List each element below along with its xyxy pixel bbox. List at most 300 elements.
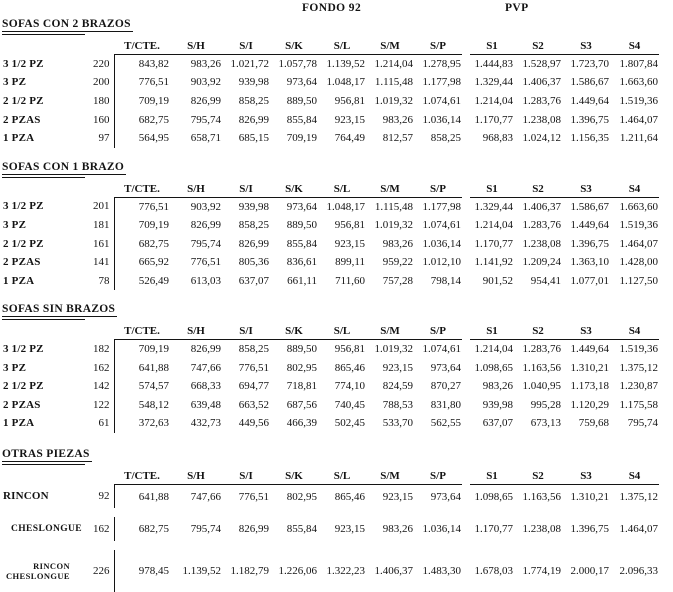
- price-cell: 1.115,48: [374, 76, 413, 89]
- group-gap-cell: [462, 253, 470, 272]
- group-gap-cell: [462, 550, 470, 592]
- price-cell: 1.163,56: [522, 361, 561, 374]
- row-label: 1 PZA: [3, 417, 35, 430]
- price-cell: 574,57: [114, 377, 170, 396]
- price-cell: 1.528,97: [522, 58, 561, 71]
- price-cell: 747,66: [190, 490, 221, 503]
- price-cell: 923,15: [382, 361, 413, 374]
- row-size: 220: [93, 57, 110, 70]
- column-header-s3: S3: [562, 321, 610, 340]
- price-cell: 956,81: [334, 343, 365, 356]
- price-cell: 1.012,10: [422, 256, 461, 269]
- price-cell: 1.238,08: [522, 523, 561, 536]
- group-gap-cell: [462, 377, 470, 396]
- section-title-double-rule: [2, 464, 85, 465]
- price-cell: 903,92: [190, 200, 221, 213]
- row-size: 141: [93, 256, 110, 269]
- price-cell: 802,95: [286, 490, 317, 503]
- column-header-s-h: S/H: [170, 466, 222, 485]
- price-cell: 1.175,58: [619, 398, 658, 411]
- price-cell: 1.177,98: [422, 200, 461, 213]
- price-cell: 1.139,52: [182, 565, 221, 578]
- column-header-s-p: S/P: [414, 466, 462, 485]
- price-cell: 812,57: [382, 132, 413, 145]
- section-sofas-con-2-brazos: [2, 18, 673, 148]
- column-header-s-i: S/I: [222, 179, 270, 198]
- price-cell: 973,64: [286, 200, 317, 213]
- row-size: 180: [93, 95, 110, 108]
- price-cell: 1.310,21: [570, 361, 609, 374]
- section-title-double-rule: [2, 177, 85, 178]
- price-cell: 1.170,77: [474, 113, 513, 126]
- row-size: 142: [93, 380, 110, 393]
- price-cell: 687,56: [286, 398, 317, 411]
- price-cell: 843,82: [114, 55, 170, 74]
- row-label: 2 PZAS: [3, 398, 41, 411]
- price-cell: 1.230,87: [619, 380, 658, 393]
- column-header-s1: S1: [470, 321, 514, 340]
- price-cell: 889,50: [286, 95, 317, 108]
- row-label: 3 PZ: [3, 361, 27, 374]
- price-cell: 923,15: [334, 113, 365, 126]
- price-cell: 795,74: [190, 113, 221, 126]
- price-cell: 1.519,36: [619, 219, 658, 232]
- price-table: [2, 321, 659, 433]
- table-row: [2, 253, 659, 272]
- price-cell: 978,45: [114, 550, 170, 592]
- price-cell: 1.663,60: [619, 76, 658, 89]
- price-cell: 983,26: [482, 380, 513, 393]
- price-cell: 1.449,64: [570, 219, 609, 232]
- price-cell: 1.449,64: [570, 95, 609, 108]
- price-cell: 1.170,77: [474, 237, 513, 250]
- price-cell: 637,07: [238, 274, 269, 287]
- header-spacer-size: [72, 466, 114, 485]
- group-gap-cell: [462, 272, 470, 291]
- row-size: 201: [93, 200, 110, 213]
- row-label-line: RINCON: [33, 561, 70, 572]
- price-cell: 824,59: [382, 380, 413, 393]
- price-cell: 776,51: [238, 490, 269, 503]
- column-header-s4: S4: [610, 179, 659, 198]
- price-cell: 682,75: [114, 110, 170, 129]
- group-gap-cell: [462, 340, 470, 359]
- price-cell: 1.406,37: [374, 565, 413, 578]
- price-cell: 1.406,37: [522, 200, 561, 213]
- price-cell: 855,84: [286, 523, 317, 536]
- row-size: 162: [93, 523, 110, 536]
- price-cell: 1.019,32: [374, 95, 413, 108]
- header-spacer-label: [2, 36, 72, 55]
- price-cell: 795,74: [190, 237, 221, 250]
- price-cell: 682,75: [114, 234, 170, 253]
- price-cell: 637,07: [482, 417, 513, 430]
- price-cell: 939,98: [482, 398, 513, 411]
- column-header-s4: S4: [610, 36, 659, 55]
- price-cell: 826,99: [190, 95, 221, 108]
- price-cell: 973,64: [286, 76, 317, 89]
- group-gap-cell: [462, 414, 470, 433]
- row-label: 2 1/2 PZ: [3, 95, 44, 108]
- price-cell: 449,56: [238, 417, 269, 430]
- row-size: 61: [98, 417, 110, 430]
- column-header-s-h: S/H: [170, 179, 222, 198]
- column-header-row: [2, 466, 659, 485]
- column-header-s-m: S/M: [366, 321, 414, 340]
- price-cell: 1.077,01: [570, 274, 609, 287]
- price-cell: 1.278,95: [422, 58, 461, 71]
- price-cell: 855,84: [286, 237, 317, 250]
- column-header-t-cte: T/CTE.: [114, 36, 170, 55]
- section-title: [2, 18, 673, 35]
- table-row: [2, 517, 659, 541]
- price-cell: 1.375,12: [619, 490, 658, 503]
- section-title-text: SOFAS CON 2 BRAZOS: [2, 18, 131, 30]
- price-cell: 1.074,61: [422, 95, 461, 108]
- price-cell: 613,03: [190, 274, 221, 287]
- price-cell: 764,49: [334, 132, 365, 145]
- column-header-s-k: S/K: [270, 36, 318, 55]
- price-cell: 673,13: [530, 417, 561, 430]
- price-cell: 1.396,75: [570, 237, 609, 250]
- price-cell: 1.048,17: [326, 76, 365, 89]
- price-table: [2, 36, 659, 148]
- column-header-s3: S3: [562, 179, 610, 198]
- price-cell: 776,51: [114, 73, 170, 92]
- row-size: 97: [98, 132, 110, 145]
- price-cell: 1.464,07: [619, 113, 658, 126]
- section-sofas-con-1-brazo: [2, 161, 673, 291]
- price-cell: 831,80: [430, 398, 461, 411]
- table-row: [2, 197, 659, 216]
- column-header-s1: S1: [470, 466, 514, 485]
- table-row: [2, 73, 659, 92]
- section-sofas-sin-brazos: [2, 303, 673, 433]
- header-spacer-label: [2, 179, 72, 198]
- column-header-s3: S3: [562, 36, 610, 55]
- row-size: 160: [93, 113, 110, 126]
- price-cell: 889,50: [286, 343, 317, 356]
- header-spacer-size: [72, 321, 114, 340]
- group-gap-cell: [462, 73, 470, 92]
- column-header-s-p: S/P: [414, 179, 462, 198]
- price-cell: 826,99: [190, 219, 221, 232]
- price-cell: 923,15: [334, 523, 365, 536]
- column-header-s-i: S/I: [222, 466, 270, 485]
- price-cell: 968,83: [482, 132, 513, 145]
- table-row: [2, 414, 659, 433]
- group-gap-cell: [462, 110, 470, 129]
- price-cell: 432,73: [190, 417, 221, 430]
- price-cell: 923,15: [334, 237, 365, 250]
- price-cell: 502,45: [334, 417, 365, 430]
- price-cell: 865,46: [334, 490, 365, 503]
- price-cell: 858,25: [430, 132, 461, 145]
- row-label: 2 PZAS: [3, 256, 41, 269]
- price-cell: 641,88: [114, 358, 170, 377]
- row-label: 2 1/2 PZ: [3, 380, 44, 393]
- price-cell: 899,11: [335, 256, 365, 269]
- price-cell: 1.283,76: [522, 343, 561, 356]
- price-cell: 2.000,17: [570, 565, 609, 578]
- column-header-s1: S1: [470, 36, 514, 55]
- row-label: 3 PZ: [3, 76, 27, 89]
- price-cell: 1.021,72: [230, 58, 269, 71]
- price-cell: 889,50: [286, 219, 317, 232]
- row-label: [2, 550, 72, 592]
- price-cell: 973,64: [430, 361, 461, 374]
- price-cell: 668,33: [190, 380, 221, 393]
- group-gap-cell: [462, 92, 470, 111]
- price-cell: 1.322,23: [326, 565, 365, 578]
- column-header-s2: S2: [514, 466, 562, 485]
- price-cell: 903,92: [190, 76, 221, 89]
- price-cell: 757,28: [382, 274, 413, 287]
- price-cell: 1.036,14: [422, 523, 461, 536]
- column-header-t-cte: T/CTE.: [114, 466, 170, 485]
- price-cell: 995,28: [530, 398, 561, 411]
- price-cell: 1.074,61: [422, 219, 461, 232]
- column-header-s4: S4: [610, 466, 659, 485]
- table-row: [2, 216, 659, 235]
- price-table: [2, 179, 659, 291]
- price-cell: 1.036,14: [422, 237, 461, 250]
- header-group-gap: [462, 466, 470, 485]
- price-cell: 1.170,77: [474, 523, 513, 536]
- section-title-text: OTRAS PIEZAS: [2, 447, 90, 460]
- price-cell: 939,98: [238, 200, 269, 213]
- column-header-s-m: S/M: [366, 466, 414, 485]
- row-label: CHESLONGUE: [11, 524, 83, 535]
- sections-container: [2, 18, 673, 592]
- price-cell: 1.396,75: [570, 523, 609, 536]
- price-cell: 1.283,76: [522, 95, 561, 108]
- price-cell: 718,81: [286, 380, 317, 393]
- price-cell: 1.774,19: [522, 565, 561, 578]
- price-cell: 711,60: [335, 274, 365, 287]
- group-gap-cell: [462, 484, 470, 508]
- table-row: [2, 377, 659, 396]
- column-header-s2: S2: [514, 321, 562, 340]
- header-spacer-size: [72, 179, 114, 198]
- price-cell: 826,99: [190, 343, 221, 356]
- price-cell: 1.177,98: [422, 76, 461, 89]
- price-cell: 826,99: [238, 113, 269, 126]
- column-header-s-k: S/K: [270, 466, 318, 485]
- price-cell: 1.074,61: [422, 343, 461, 356]
- price-cell: 661,11: [287, 274, 317, 287]
- price-cell: 562,55: [430, 417, 461, 430]
- column-header-row: [2, 179, 659, 198]
- price-cell: 858,25: [238, 219, 269, 232]
- price-cell: 1.048,17: [326, 200, 365, 213]
- price-cell: 956,81: [334, 219, 365, 232]
- table-row: [2, 92, 659, 111]
- price-cell: 1.139,52: [326, 58, 365, 71]
- price-cell: 802,95: [286, 361, 317, 374]
- price-cell: 533,70: [382, 417, 413, 430]
- price-cell: 865,46: [334, 361, 365, 374]
- spacer-row: [2, 508, 659, 517]
- price-cell: 826,99: [238, 237, 269, 250]
- price-cell: 1.226,06: [278, 565, 317, 578]
- price-cell: 1.238,08: [522, 113, 561, 126]
- table-row: [2, 396, 659, 415]
- group-gap-cell: [462, 129, 470, 148]
- price-cell: 1.329,44: [474, 76, 513, 89]
- price-cell: 665,92: [114, 253, 170, 272]
- column-header-s2: S2: [514, 179, 562, 198]
- price-cell: 1.464,07: [619, 237, 658, 250]
- price-cell: 1.156,35: [570, 132, 609, 145]
- column-header-s-k: S/K: [270, 179, 318, 198]
- price-cell: 826,99: [238, 523, 269, 536]
- price-cell: 639,48: [190, 398, 221, 411]
- table-row: [2, 272, 659, 291]
- price-cell: 1.283,76: [522, 219, 561, 232]
- price-cell: 1.163,56: [522, 490, 561, 503]
- table-row: [2, 484, 659, 508]
- price-cell: 1.120,29: [570, 398, 609, 411]
- price-cell: 1.211,64: [619, 132, 658, 145]
- price-cell: 858,25: [238, 95, 269, 108]
- price-cell: 1.019,32: [374, 219, 413, 232]
- price-cell: 1.036,14: [422, 113, 461, 126]
- price-cell: 1.586,67: [570, 200, 609, 213]
- price-cell: 564,95: [114, 129, 170, 148]
- price-cell: 1.209,24: [522, 256, 561, 269]
- row-size: 182: [93, 343, 110, 356]
- price-cell: 1.519,36: [619, 343, 658, 356]
- price-cell: 776,51: [190, 256, 221, 269]
- price-cell: 1.098,65: [474, 490, 513, 503]
- header-group-gap: [462, 321, 470, 340]
- column-header-s1: S1: [470, 179, 514, 198]
- section-title-text: SOFAS SIN BRAZOS: [2, 303, 116, 316]
- price-cell: 795,74: [190, 523, 221, 536]
- column-header-s-h: S/H: [170, 36, 222, 55]
- section-title: [2, 303, 673, 320]
- price-cell: 1.406,37: [522, 76, 561, 89]
- column-header-s2: S2: [514, 36, 562, 55]
- price-cell: 1.519,36: [619, 95, 658, 108]
- price-cell: 870,27: [430, 380, 461, 393]
- group-gap-cell: [462, 517, 470, 541]
- table-row: [2, 234, 659, 253]
- column-header-s3: S3: [562, 466, 610, 485]
- group-gap-cell: [462, 358, 470, 377]
- row-size: 78: [98, 274, 110, 287]
- price-cell: 1.483,30: [422, 565, 461, 578]
- price-cell: 959,22: [382, 256, 413, 269]
- table-row: [2, 340, 659, 359]
- price-cell: 526,49: [114, 272, 170, 291]
- price-cell: 983,26: [382, 237, 413, 250]
- price-cell: 1.024,12: [522, 132, 561, 145]
- price-cell: 983,26: [190, 58, 221, 71]
- section-title: [2, 161, 673, 178]
- price-cell: 1.464,07: [619, 523, 658, 536]
- price-cell: 709,19: [286, 132, 317, 145]
- row-label: 1 PZA: [3, 132, 35, 145]
- price-cell: 858,25: [238, 343, 269, 356]
- group-gap-cell: [462, 396, 470, 415]
- price-cell: 1.428,00: [619, 256, 658, 269]
- price-cell: 776,51: [238, 361, 269, 374]
- price-cell: 1.310,21: [570, 490, 609, 503]
- table-row: [2, 358, 659, 377]
- row-label: 1 PZA: [3, 274, 35, 287]
- price-cell: 1.098,65: [474, 361, 513, 374]
- section-title-double-rule: [2, 34, 85, 35]
- price-cell: 747,66: [190, 361, 221, 374]
- row-size: 200: [93, 76, 110, 89]
- price-cell: 1.807,84: [619, 58, 658, 71]
- price-cell: 956,81: [334, 95, 365, 108]
- column-header-s-l: S/L: [318, 466, 366, 485]
- column-header-s-m: S/M: [366, 179, 414, 198]
- price-cell: 2.096,33: [619, 565, 658, 578]
- row-size: 122: [93, 398, 110, 411]
- table-row: [2, 550, 659, 592]
- price-cell: 1.678,03: [474, 565, 513, 578]
- price-cell: 983,26: [382, 113, 413, 126]
- price-table: [2, 466, 659, 592]
- price-cell: 682,75: [114, 517, 170, 541]
- price-cell: 1.019,32: [374, 343, 413, 356]
- price-cell: 466,39: [286, 417, 317, 430]
- column-header-s4: S4: [610, 321, 659, 340]
- price-cell: 709,19: [114, 216, 170, 235]
- column-header-t-cte: T/CTE.: [114, 321, 170, 340]
- price-cell: 1.040,95: [522, 380, 561, 393]
- row-label: 2 1/2 PZ: [3, 237, 44, 250]
- table-row: [2, 110, 659, 129]
- price-cell: 1.214,04: [474, 219, 513, 232]
- price-cell: 740,45: [334, 398, 365, 411]
- column-header-t-cte: T/CTE.: [114, 179, 170, 198]
- section-title-double-rule: [2, 319, 85, 320]
- section-title-text: SOFAS CON 1 BRAZO: [2, 160, 125, 173]
- price-cell: 709,19: [114, 340, 170, 359]
- header-spacer-label: [2, 466, 72, 485]
- column-header-s-i: S/I: [222, 321, 270, 340]
- column-header-s-h: S/H: [170, 321, 222, 340]
- section-title: [2, 448, 673, 465]
- price-cell: 694,77: [238, 380, 269, 393]
- price-cell: 901,52: [482, 274, 513, 287]
- column-header-s-k: S/K: [270, 321, 318, 340]
- price-cell: 1.214,04: [374, 58, 413, 71]
- row-size: 181: [93, 219, 110, 232]
- price-cell: 548,12: [114, 396, 170, 415]
- price-cell: 1.057,78: [278, 58, 317, 71]
- price-cell: 939,98: [238, 76, 269, 89]
- price-cell: 1.173,18: [570, 380, 609, 393]
- price-cell: 776,51: [114, 197, 170, 216]
- price-cell: 836,61: [286, 256, 317, 269]
- price-cell: 1.141,92: [474, 256, 513, 269]
- header-spacer-size: [72, 36, 114, 55]
- price-cell: 973,64: [430, 490, 461, 503]
- price-cell: 1.449,64: [570, 343, 609, 356]
- row-size: 226: [93, 565, 110, 578]
- price-cell: 663,52: [238, 398, 269, 411]
- price-cell: 1.444,83: [474, 58, 513, 71]
- price-cell: 1.214,04: [474, 95, 513, 108]
- column-header-s-i: S/I: [222, 36, 270, 55]
- header-spacer-label: [2, 321, 72, 340]
